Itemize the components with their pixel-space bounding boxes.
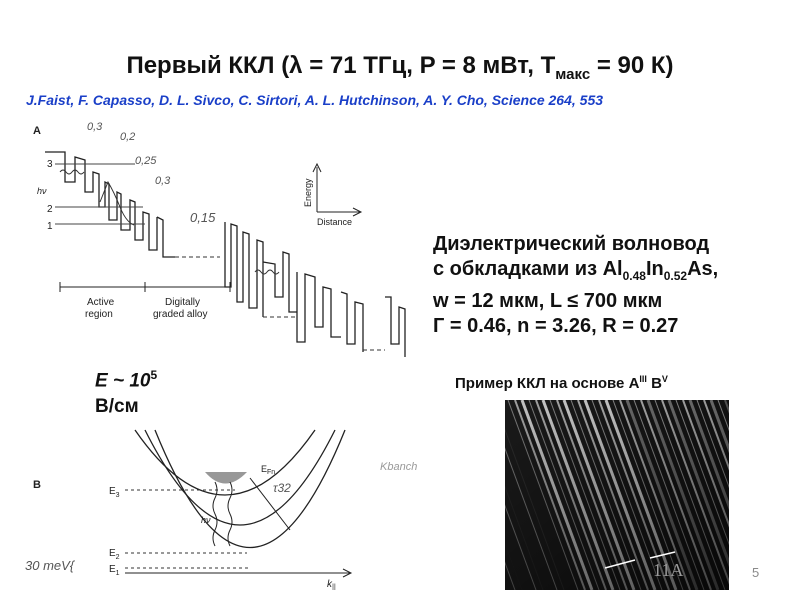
waveguide-line4: Г = 0.46, n = 3.26, R = 0.27: [433, 315, 679, 337]
field-note: [95, 362, 157, 420]
waveguide-line2: с обкладками из $Al_{0.48}In_{0.52}As$,: [433, 258, 719, 283]
page-number: 5: [752, 565, 760, 580]
handwritten-note-5: 0,3: [155, 175, 171, 187]
field-note-prefix: E ~ 10: [95, 370, 151, 392]
slide-title: [0, 52, 800, 83]
injection-arrows: [175, 257, 385, 350]
axis-distance: Distance: [317, 217, 353, 227]
axes-inset: [313, 164, 361, 216]
panel-b-label: B: [33, 479, 41, 491]
photon-wave-b: [213, 482, 217, 546]
sem-scale-label: 11A: [653, 560, 684, 580]
level-2-label: 2: [47, 204, 53, 215]
band-diagram-figure: [25, 112, 445, 357]
efn-label: $E_{Fn}$: [261, 464, 276, 476]
photon-wave-a1: [60, 170, 84, 174]
energy-levels: [55, 164, 145, 224]
title-main: Первый ККЛ (λ = 71 ТГц, P = 8 мВт, T: [126, 52, 556, 79]
e3-label: $E_3$: [109, 486, 120, 499]
handwritten-note-2: 0,15: [190, 210, 216, 225]
handwritten-tau: τ32: [273, 481, 291, 495]
waveguide-line1: Диэлектрический волновод: [433, 233, 710, 255]
subband-figure: [25, 420, 435, 590]
title-end: = 90 К): [590, 52, 674, 79]
handwritten-left: 30 meV{: [25, 558, 75, 573]
level-1-label: 1: [47, 221, 53, 232]
citation: J.Faist, F. Capasso, D. L. Sivco, C. Sirtori, A. L. Hutchinson, A. Y. Cho, Science 264, 553: [26, 92, 604, 108]
photon-wave-b2: [228, 482, 232, 546]
axis-energy: Energy: [303, 178, 313, 207]
band-edges: [45, 152, 405, 357]
handwritten-note-4: 0,25: [135, 155, 157, 167]
waveguide-params: [433, 232, 800, 339]
e2-label: $E_2$: [109, 548, 120, 561]
title-subscript: макс: [555, 65, 591, 83]
handwritten-note-1: 0,3: [87, 121, 103, 133]
fermi-fill: [205, 472, 247, 484]
energy-level-lines: [125, 490, 250, 568]
field-note-unit: В/см: [95, 396, 139, 418]
hv-label-b: hν: [201, 515, 211, 525]
kx-label: $k_{||}$: [327, 579, 336, 590]
field-note-exponent: 5: [150, 368, 158, 382]
region-active-line1: Active: [87, 297, 115, 308]
region-graded-line2: graded alloy: [153, 309, 208, 320]
subband-parabolas: [135, 430, 345, 548]
waveguide-line3: w = 12 мкм, L ≤ 700 мкм: [433, 290, 663, 312]
sem-micrograph: [505, 400, 729, 590]
region-active-line2: region: [85, 309, 113, 320]
panel-a-label: A: [33, 125, 41, 137]
example-caption: Пример ККЛ на основе $A^{III}$ $B^V$: [455, 374, 668, 392]
hv-label-a: hν: [37, 186, 47, 196]
region-brackets: [60, 282, 230, 292]
level-3-label: 3: [47, 159, 53, 170]
handwritten-side: Kbanch: [380, 461, 418, 473]
sem-stripes: [505, 400, 729, 590]
handwritten-note-3: 0,2: [120, 131, 136, 143]
region-graded-line1: Digitally: [165, 297, 201, 308]
e1-label: $E_1$: [109, 564, 120, 577]
